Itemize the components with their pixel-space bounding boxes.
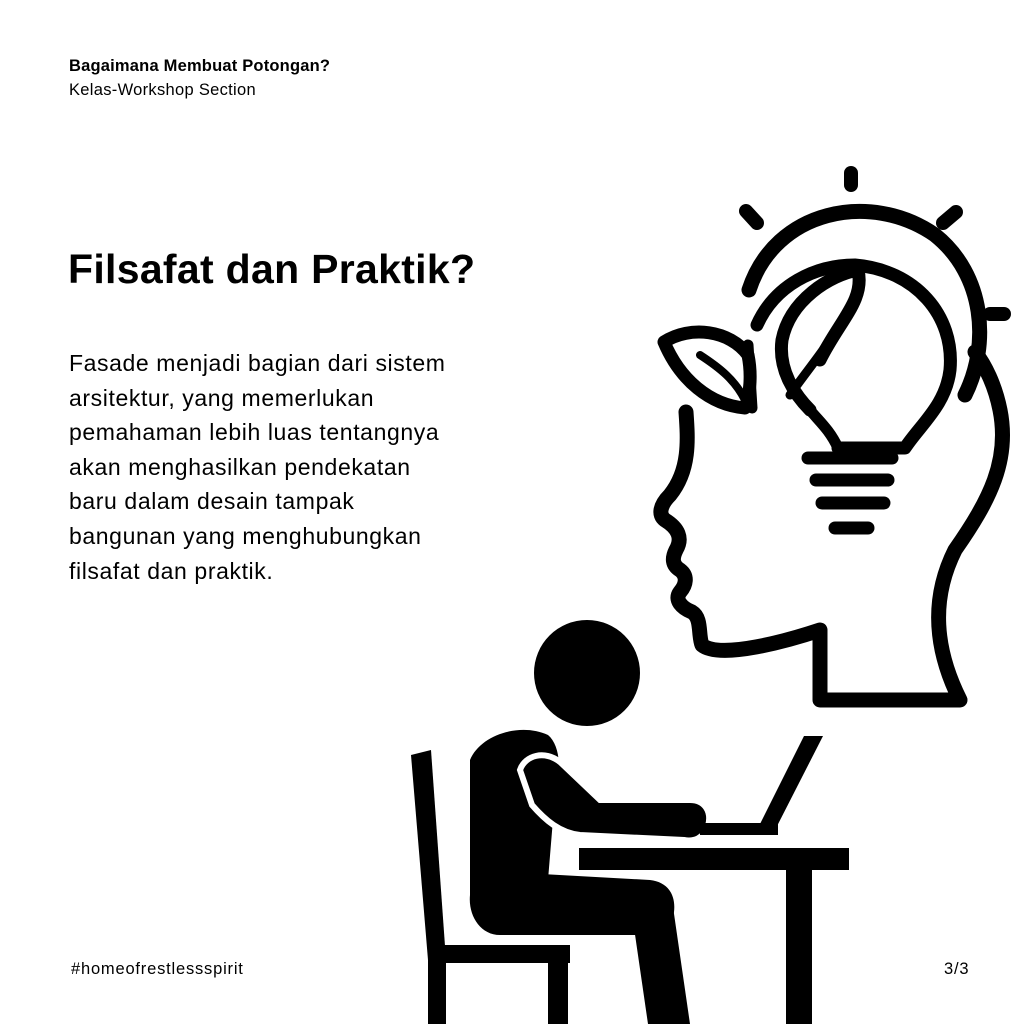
person-at-laptop-icon [411,620,849,1024]
body-line: pemahaman lebih luas tentangnya [69,419,440,446]
hashtag-label: #homeofrestlessspirit [71,960,244,978]
body-line: arsitektur, yang memerlukan [69,384,375,411]
body-line: akan menghasilkan pendekatan [69,453,411,480]
body-line: bangunan yang menghubungkan [69,522,422,549]
series-subtitle: Kelas-Workshop Section [69,81,256,99]
series-title: Bagaimana Membuat Potongan? [69,57,331,75]
body-line: filsafat dan praktik. [69,557,274,584]
page-title: Filsafat dan Praktik? [68,246,476,292]
page-number: 3/3 [944,960,970,978]
body-line: baru dalam desain tampak [69,488,355,515]
head-lightbulb-sprout-icon [661,173,1004,700]
body-line: Fasade menjadi bagian dari sistem [69,350,446,376]
